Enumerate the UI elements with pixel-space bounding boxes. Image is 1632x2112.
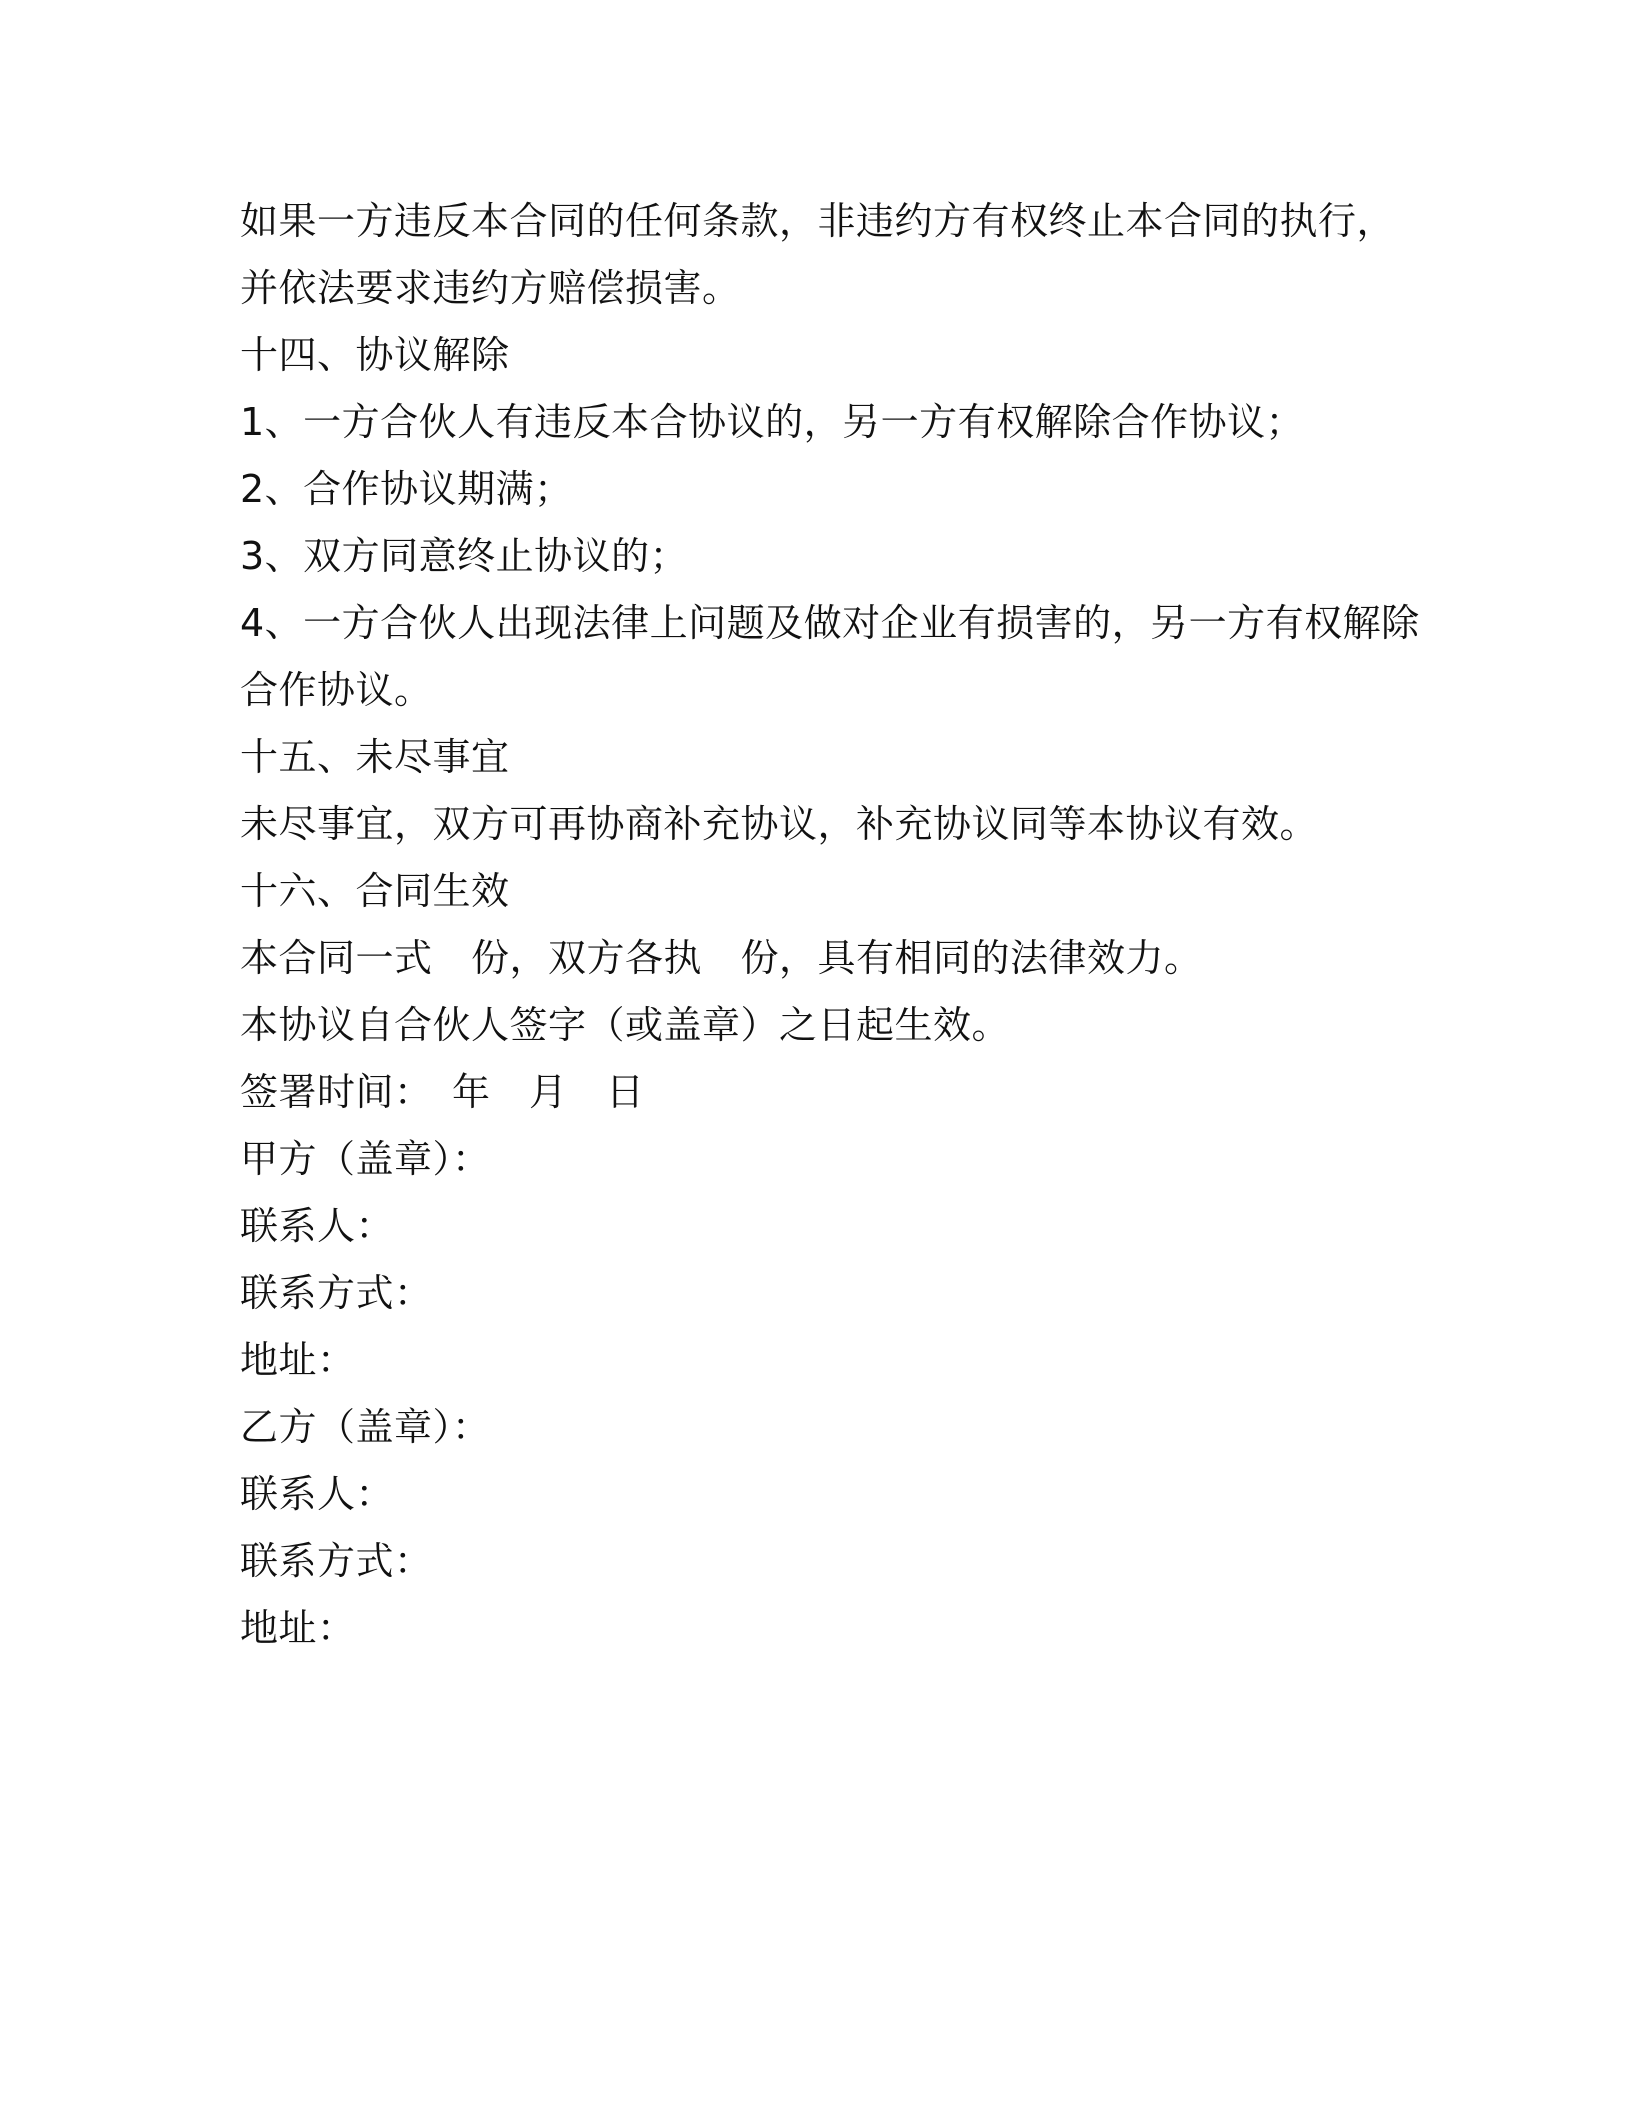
- list-item-3: 3、双方同意终止协议的；: [240, 534, 689, 578]
- clause-text: 本协议自合伙人签字（或盖章）之日起生效。: [240, 1003, 1011, 1047]
- section-heading-15: 十五、未尽事宜: [240, 735, 510, 779]
- section-heading-14: 十四、协议解除: [240, 333, 510, 377]
- party-a-contact-person: 联系人：: [240, 1204, 395, 1248]
- signing-date: 签署时间： 年 月 日: [240, 1070, 645, 1114]
- list-item-4: 4、一方合伙人出现法律上问题及做对企业有损害的，另一方有权解除: [240, 601, 1420, 645]
- clause-text: 如果一方违反本合同的任何条款，非违约方有权终止本合同的执行，: [240, 199, 1396, 243]
- party-a-address: 地址：: [240, 1338, 356, 1382]
- clause-text: 未尽事宜，双方可再协商补充协议，补充协议同等本协议有效。: [240, 802, 1319, 846]
- list-item-1: 1、一方合伙人有违反本合协议的，另一方有权解除合作协议；: [240, 400, 1305, 444]
- party-b-seal: 乙方（盖章）：: [240, 1405, 491, 1449]
- party-a-contact-method: 联系方式：: [240, 1271, 433, 1315]
- party-a-seal: 甲方（盖章）：: [240, 1137, 491, 1181]
- section-heading-16: 十六、合同生效: [240, 869, 510, 913]
- clause-text: 并依法要求违约方赔偿损害。: [240, 266, 741, 310]
- document-body: [240, 188, 1420, 1662]
- party-b-contact-person: 联系人：: [240, 1472, 395, 1516]
- party-b-contact-method: 联系方式：: [240, 1539, 433, 1583]
- list-item-4-continued: 合作协议。: [240, 668, 433, 712]
- clause-text: 本合同一式 份，双方各执 份，具有相同的法律效力。: [240, 936, 1203, 980]
- party-b-address: 地址：: [240, 1606, 356, 1650]
- list-item-2: 2、合作协议期满；: [240, 467, 573, 511]
